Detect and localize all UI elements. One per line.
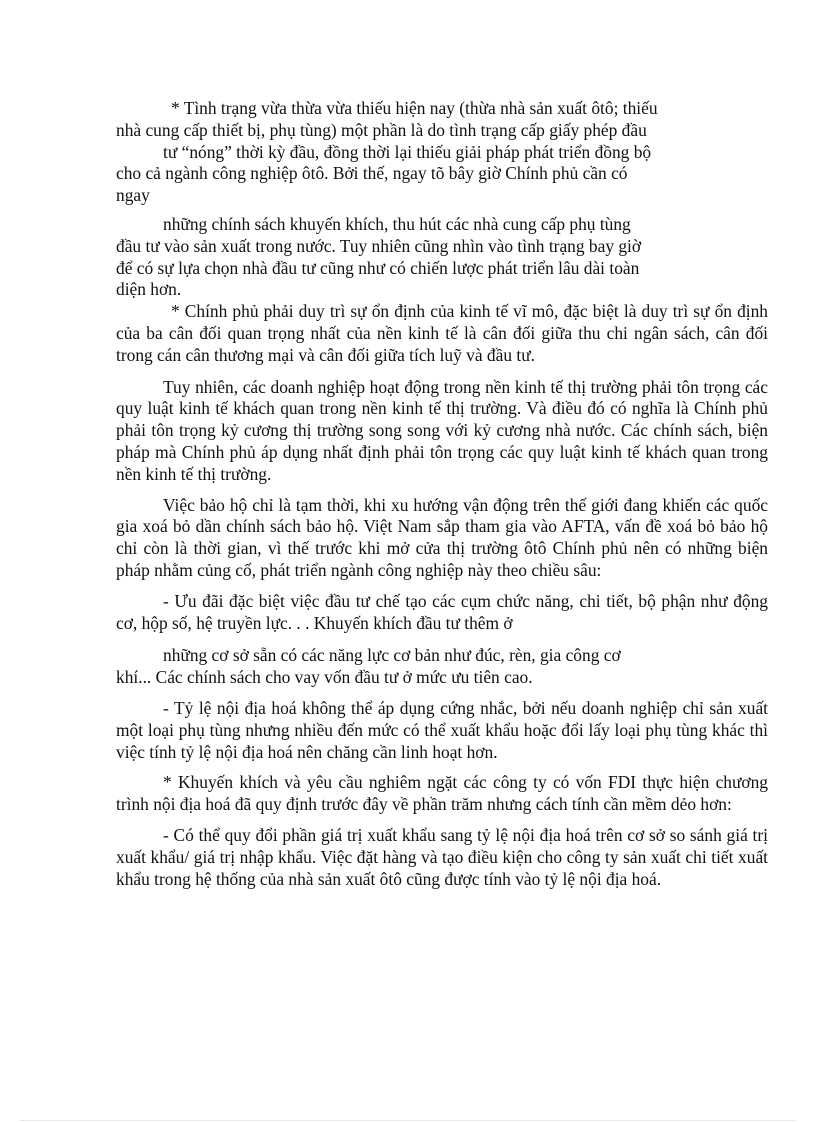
text-line: khí... Các chính sách cho vay vốn đầu tư ở mức ưu tiên cao.	[116, 667, 533, 688]
text-line: những cơ sở sẵn có các năng lực cơ bản như đúc, rèn, gia công cơ	[163, 645, 621, 666]
document-body	[116, 98, 768, 890]
paragraph-market-rules: Tuy nhiên, các doanh nghiệp hoạt động trong nền kinh tế thị trường phải tôn trọng các quy luật kinh tế khách quan trong nền kinh tế thị trường. Và điều đó có nghĩa là Chính phủ phải tôn trọng kỷ cương thị trường song song với kỷ cương nhà nước. Các chính sách, biện pháp mà Chính phủ áp dụng nhất định phải tôn trọng các quy luật kinh tế khách quan trong nền kinh tế thị trường.	[116, 376, 768, 484]
paragraph-component-incentives: - Ưu đãi đặc biệt việc đầu tư chế tạo các cụm chức năng, chi tiết, bộ phận như động cơ, hộp số, hệ truyền lực. . . Khuyến khích đầu tư thêm ở	[116, 590, 768, 633]
paragraph-incentive-policies	[116, 214, 768, 301]
text-line: để có sự lựa chọn nhà đầu tư cũng như có chiến lược phát triển lâu dài toàn	[116, 257, 640, 278]
paragraph-export-conversion: - Có thể quy đổi phần giá trị xuất khẩu sang tỷ lệ nội địa hoá trên cơ sở so sánh giá trị xuất khẩu/ giá trị nhập khẩu. Việc đặt hàng và tạo điều kiện cho công ty sản xuất chi tiết xuất khẩu trong hệ thống của nhà sản xuất ôtô cũng được tính vào tỷ lệ nội địa hoá.	[116, 824, 768, 889]
text-line: nhà cung cấp thiết bị, phụ tùng) một phần là do tình trạng cấp giấy phép đầu	[116, 119, 647, 140]
text-line: ngay	[116, 185, 150, 206]
text-line: cho cả ngành công nghiệp ôtô. Bởi thế, ngay tõ bây giờ Chính phủ cần có	[116, 163, 628, 184]
page-bottom-divider	[20, 1120, 796, 1121]
paragraph-fdi-requirements: * Khuyến khích và yêu cầu nghiêm ngặt các công ty có vốn FDI thực hiện chương trình nội địa hoá đã quy định trước đây về phần trăm nhưng cách tính cần mềm dẻo hơn:	[116, 772, 768, 815]
text-line: những chính sách khuyến khích, thu hút các nhà cung cấp phụ tùng	[163, 213, 631, 234]
text-line: diện hơn.	[116, 279, 182, 300]
text-line: tư “nóng” thời kỳ đầu, đồng thời lại thiếu giải pháp phát triển đồng bộ	[163, 141, 652, 162]
text-line: đầu tư vào sản xuất trong nước. Tuy nhiên cũng nhìn vào tình trạng bay giờ	[116, 235, 642, 256]
paragraph-production-situation	[116, 98, 768, 207]
paragraph-localization-rate: - Tỷ lệ nội địa hoá không thể áp dụng cứng nhắc, bởi nếu doanh nghiệp chỉ sản xuất một loại phụ tùng nhưng nhiều đến mức có thể xuất khẩu hoặc đổi lấy loại phụ tùng khác thì việc tính tỷ lệ nội địa hoá nên chăng cần linh hoạt hơn.	[116, 697, 768, 762]
text-line: * Tình trạng vừa thừa vừa thiếu hiện nay (thừa nhà sản xuất ôtô; thiếu	[171, 98, 658, 118]
paragraph-macro-stability: * Chính phủ phải duy trì sự ổn định của kinh tế vĩ mô, đặc biệt là duy trì sự ổn định của ba cân đối quan trọng nhất của nền kinh tế là cân đối giữa thu chi ngân sách, cân đối trong cán cân thương mại và cân đối giữa tích luỹ và đầu tư.	[116, 301, 768, 365]
paragraph-protection-temporary: Việc bảo hộ chỉ là tạm thời, khi xu hướng vận động trên thế giới đang khiến các quốc gia xoá bỏ dần chính sách bảo hộ. Việt Nam sắp tham gia vào AFTA, vấn đề xoá bỏ bảo hộ chỉ còn là thời gian, vì thế trước khi mở cửa thị trường ôtô Chính phủ nên có những biện pháp nhằm củng cố, phát triển ngành công nghiệp này theo chiều sâu:	[116, 494, 768, 580]
paragraph-existing-facilities	[116, 645, 768, 689]
